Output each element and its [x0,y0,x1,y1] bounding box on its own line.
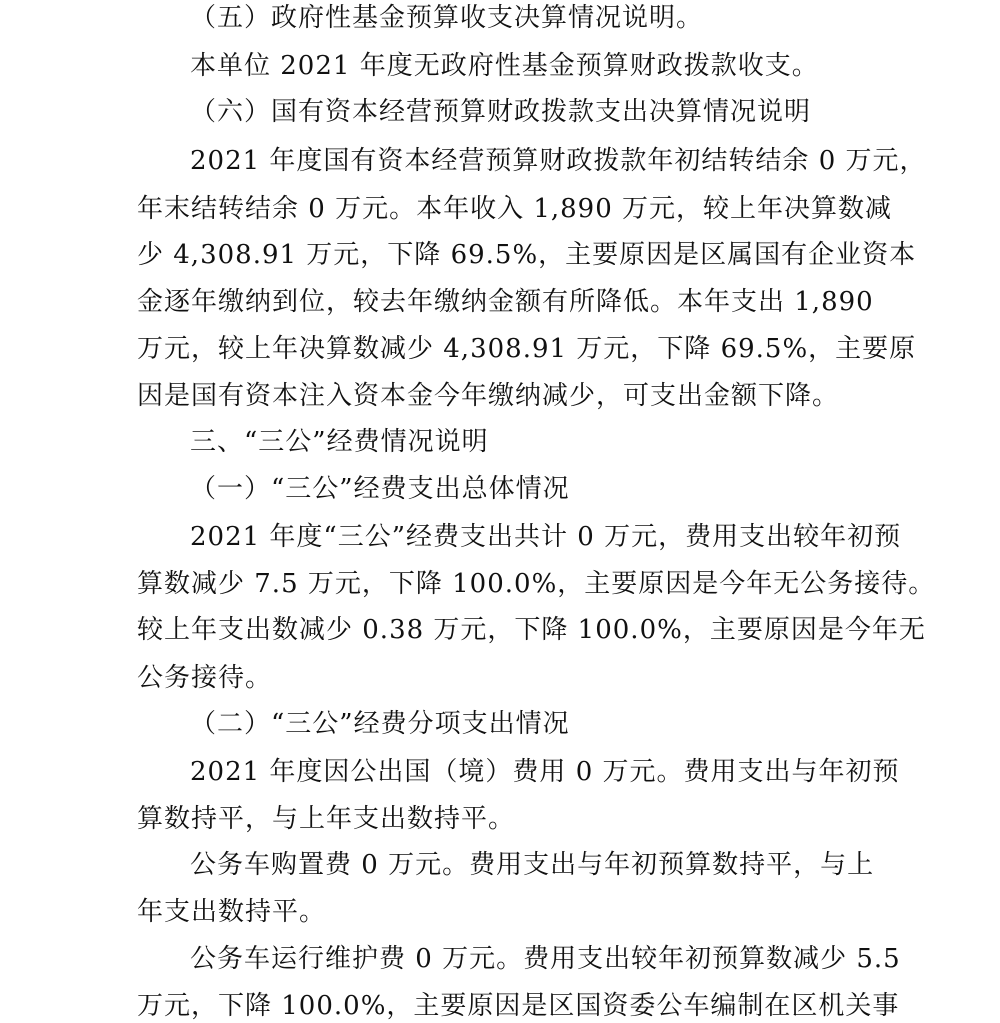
heading-section-5: （五）政府性基金预算收支决算情况说明。 [190,3,704,33]
paragraph-line: 万元，较上年决算数减少 4,308.91 万元，下降 69.5%，主要原 [137,334,917,364]
paragraph-line: 本单位 2021 年度无政府性基金预算财政拨款收支。 [190,51,819,81]
paragraph-line: 算数减少 7.5 万元，下降 100.0%，主要原因是今年无公务接待。 [137,569,936,599]
heading-subsection-2: （二）“三公”经费分项支出情况 [190,709,570,739]
paragraph-line: 年支出数持平。 [137,897,327,927]
paragraph-line: 公务车运行维护费 0 万元。费用支出较年初预算数减少 5.5 [190,944,901,974]
paragraph-line: 万元，下降 100.0%，主要原因是区国资委公车编制在区机关事 [137,991,900,1021]
paragraph-line: 算数持平，与上年支出数持平。 [137,804,516,834]
heading-section-6: （六）国有资本经营预算财政拨款支出决算情况说明 [190,97,812,127]
paragraph-line: 少 4,308.91 万元，下降 69.5%，主要原因是区属国有企业资本 [137,240,917,270]
paragraph-line: 2021 年度“三公”经费支出共计 0 万元，费用支出较年初预 [190,522,902,552]
heading-three-public: 三、“三公”经费情况说明 [190,427,489,457]
paragraph-line: 因是国有资本注入资本金今年缴纳减少，可支出金额下降。 [137,381,840,411]
paragraph-line: 2021 年度因公出国（境）费用 0 万元。费用支出与年初预 [190,757,900,787]
paragraph-line: 公务接待。 [137,663,273,693]
paragraph-line: 年末结转结余 0 万元。本年收入 1,890 万元，较上年决算数减 [137,194,893,224]
paragraph-line: 较上年支出数减少 0.38 万元，下降 100.0%，主要原因是今年无 [137,615,926,645]
paragraph-line: 金逐年缴纳到位，较去年缴纳金额有所降低。本年支出 1,890 [137,287,874,317]
heading-subsection-1: （一）“三公”经费支出总体情况 [190,474,570,504]
paragraph-line: 公务车购置费 0 万元。费用支出与年初预算数持平，与上 [190,850,875,880]
paragraph-line: 2021 年度国有资本经营预算财政拨款年初结转结余 0 万元， [190,146,927,176]
